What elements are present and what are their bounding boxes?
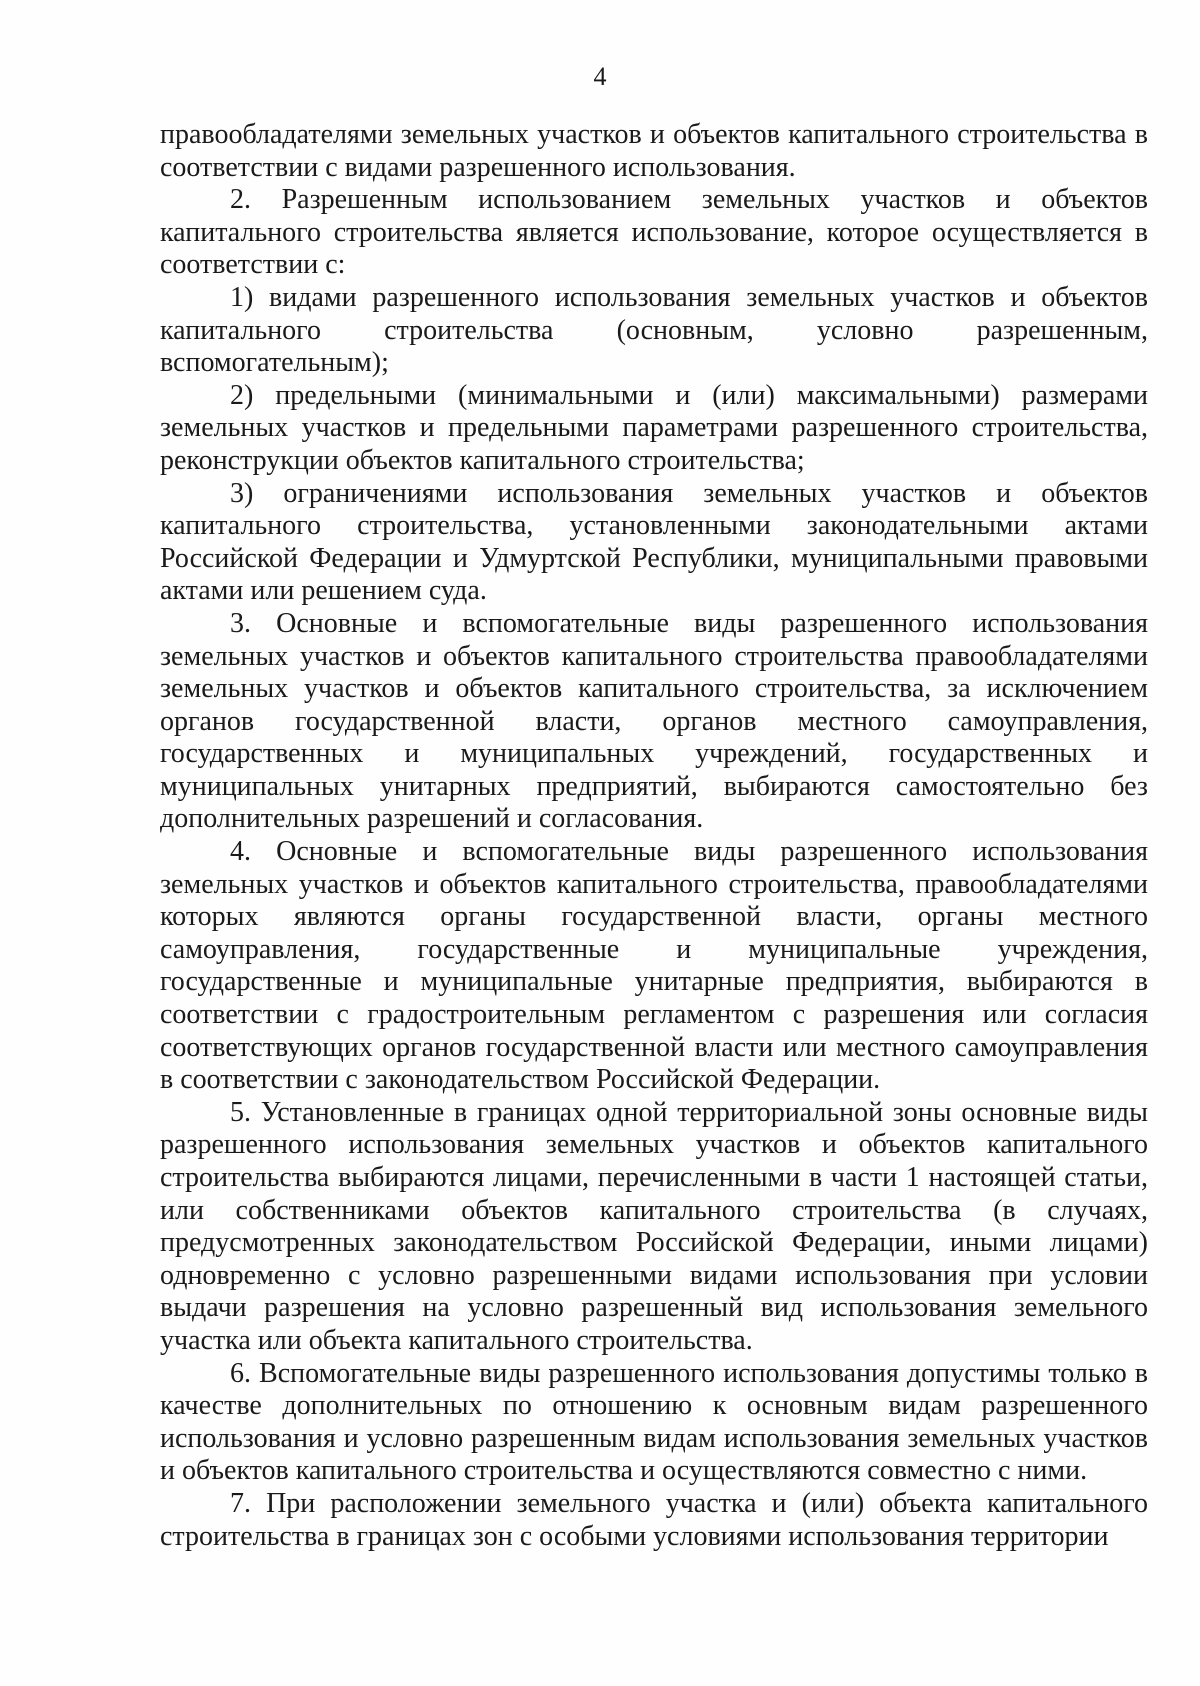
paragraph-item-4: 4. Основные и вспомогательные виды разрешенного использования земельных участков и объектов капитального строительства, правообладателями которых являются органы государственной власти, органы местного самоуправления, государственные и муниципальные учреждения, государственные и муниципальные унитарные предприятия, выбираются в соответствии с градостроительным регламентом с разрешения или согласия соответствующих органов государственной власти или местного самоуправления в соответствии с законодательством Российской Федерации. [160,836,1148,1096]
paragraph-item-5: 5. Установленные в границах одной территориальной зоны основные виды разрешенного использования земельных участков и объектов капитального строительства выбираются лицами, перечисленными в части 1 настоящей статьи, или собственниками объектов капитального строительства (в случаях, предусмотренных законодательством Российской Федерации, иными лицами) одновременно с условно разрешенными видами использования при условии выдачи разрешения на условно разрешенный вид использования земельного участка или объекта капитального строительства. [160,1096,1148,1356]
paragraph-item-2: 2. Разрешенным использованием земельных участков и объектов капитального строительства является использование, которое осуществляется в соответствии с: [160,184,1148,281]
paragraph-subitem-2: 2) предельными (минимальными и (или) максимальными) размерами земельных участков и предельными параметрами разрешенного строительства, реконструкции объектов капитального строительства; [160,379,1148,476]
paragraph-item-3: 3. Основные и вспомогательные виды разрешенного использования земельных участков и объектов капитального строительства правообладателями земельных участков и объектов капитального строительства, за исключением органов государственной власти, органов местного самоуправления, государственных и муниципальных учреждений, государственных и муниципальных унитарных предприятий, выбираются самостоятельно без дополнительных разрешений и согласования. [160,607,1148,835]
page-number: 4 [593,62,607,91]
paragraph-continuation: правообладателями земельных участков и объектов капитального строительства в соответствии с видами разрешенного использования. [160,119,1148,183]
paragraph-subitem-3: 3) ограничениями использования земельных участков и объектов капитального строительства, установленными законодательными актами Российской Федерации и Удмуртской Республики, муниципальными правовыми актами или решением суда. [160,477,1148,607]
document-body [160,119,1148,1553]
paragraph-item-7: 7. При расположении земельного участка и (или) объекта капитального строительства в границах зон с особыми условиями использования территории [160,1487,1148,1552]
paragraph-subitem-1: 1) видами разрешенного использования земельных участков и объектов капитального строительства (основным, условно разрешенным, вспомогательным); [160,281,1148,379]
paragraph-item-6: 6. Вспомогательные виды разрешенного использования допустимы только в качестве дополнительных по отношению к основным видам разрешенного использования и условно разрешенным видам использования земельных участков и объектов капитального строительства и осуществляются совместно с ними. [160,1357,1148,1487]
